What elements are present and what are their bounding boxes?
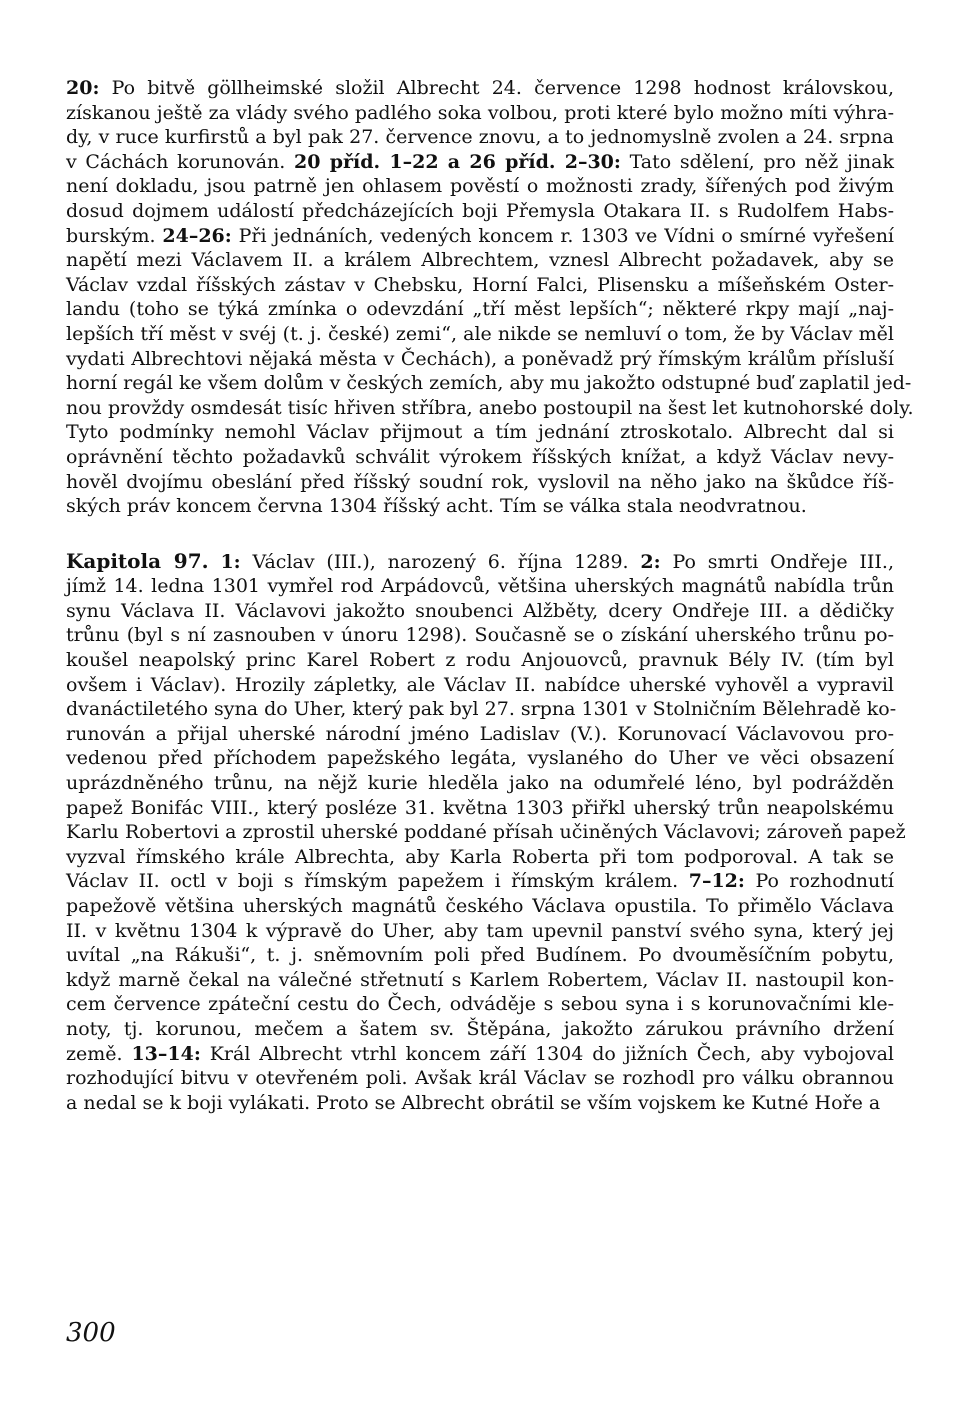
book-page (66, 76, 914, 1115)
text-line: a nedal se k boji vylákati. Proto se Albrecht obrátil se vším vojskem ke Kutné Hoře a (66, 1091, 881, 1114)
text-line: uvítal „na Rákuši“, t. j. sněmovním poli před Budínem. Po dvouměsíčním pobytu, (66, 944, 894, 967)
text-line: vydati Albrechtovi nějaká města v Čechách), a poněvadž prý římským králům přísluší (66, 347, 894, 370)
text-line: dvanáctiletého syna do Uher, který pak byl 27. srpna 1301 v Stolničním Bělehradě ko- (66, 698, 897, 721)
text-line: dosud dojmem událostí předcházejících boji Přemysla Otakara II. s Rudolfem Habs- (66, 199, 894, 222)
text-line: nou provždy osmdesát tisíc hřiven stříbra, anebo postoupil na šest let kutnohorské doly. (66, 396, 914, 419)
text-line: Václav II. octl v boji s římským papežem i římským králem. 7–12: Po rozhodnutí (66, 870, 894, 893)
text-line: synu Václava II. Václavovi jakožto snoubenci Alžběty, dcery Ondřeje III. a dědičky (66, 599, 894, 622)
text-line: II. v květnu 1304 k výpravě do Uher, aby tam upevnil panství svého syna, který jej (66, 919, 894, 942)
commentary-paragraph-1 (66, 76, 914, 519)
text-line: země. 13–14: Král Albrecht vtrhl koncem září 1304 do jižních Čech, aby vybojoval (66, 1042, 894, 1065)
text-line: horní regál ke všem dolům v českých zemích, aby mu jakožto odstupné buď zaplatil jed- (66, 372, 912, 395)
text-line: cem července zpáteční cestu do Čech, odváděje s sebou syna i s korunovačními kle- (66, 993, 894, 1016)
commentary-paragraph-2 (66, 548, 906, 1116)
text-line: ovšem i Václav). Hrozily zápletky, ale Václav II. nabídce uherské vyhověl a vypravil (66, 673, 894, 696)
text-line: burským. 24–26: Při jednáních, vedených koncem r. 1303 ve Vídni o smírné vyřešení (66, 224, 895, 247)
text-line: uprázdněného trůnu, na nějž kurie hleděla jako na odumřelé léno, byl podrážděn (66, 772, 894, 795)
text-line: oprávnění těchto požadavků schválit výrokem říšských knížat, a když Václav nevy- (66, 445, 894, 468)
text-line: vedenou před příchodem papežského legáta, vyslaného do Uher ve věci obsazení (66, 747, 894, 770)
text-line: hověl dvojímu obeslání před říšský soudní rok, vyslovil na něho jako na škůdce říš- (66, 470, 894, 493)
text-line: koušel neapolský princ Karel Robert z rodu Anjouovců, pravnuk Bély IV. (tím byl (66, 649, 894, 672)
text-line: získanou ještě za vlády svého padlého soka volbou, proti které bylo možno míti výhra- (66, 101, 894, 124)
text-line: noty, tj. korunou, mečem a šatem sv. Štěpána, jakožto zárukou právního držení (66, 1017, 894, 1040)
text-line: ských práv koncem června 1304 říšský acht. Tím se válka stala neodvratnou. (66, 495, 807, 518)
text-line: jímž 14. ledna 1301 vymřel rod Arpádovců, většina uherských magnátů nabídla trůn (66, 575, 894, 598)
text-line: Kapitola 97. 1: Václav (III.), narozený 6. října 1289. 2: Po smrti Ondřeje III., (66, 548, 894, 573)
text-line: runován a přijal uherské národní jméno Ladislav (V.). Korunovací Václavovou pro- (66, 722, 894, 745)
text-line: v Cáchách korunován. 20 příd. 1–22 a 26 příd. 2–30: Tato sdělení, pro něž jinak (66, 150, 894, 173)
page-number: 300 (66, 1318, 116, 1348)
text-line: lepších tří měst v svéj (t. j. české) zemi“, ale nikde se nemluví o tom, že by Václav měl (66, 322, 894, 345)
text-line: trůnu (byl s ní zasnouben v únoru 1298). Současně se o získání uherského trůnu po- (66, 624, 894, 647)
text-line: dy, v ruce kurfirstů a byl pak 27. července znovu, a to jednomyslně zvolen a 24. srpna (66, 126, 894, 149)
text-line: rozhodující bitvu v otevřeném poli. Avšak král Václav se rozhodl pro válku obrannou (66, 1067, 894, 1090)
text-line: napětí mezi Václavem II. a králem Albrechtem, vznesl Albrecht požadavek, aby se (66, 249, 894, 272)
text-line: když marně čekal na válečné střetnutí s Karlem Robertem, Václav II. nastoupil kon- (66, 968, 894, 991)
text-line: papežově většina uherských magnátů českého Václava opustila. To přimělo Václava (66, 895, 894, 917)
text-line: Václav vzdal říšských zástav v Chebsku, Horní Falci, Plisensku a míšeňském Oster- (66, 273, 894, 296)
text-line: není dokladu, jsou patrně jen ohlasem pověstí o možnosti zrady, šířených pod živým (66, 175, 894, 198)
text-line: Karlu Robertovi a zprostil uherské poddané přísah učiněných Václavovi; zároveň papež (66, 821, 906, 844)
text-line: landu (toho se týká zmínka o odevzdání „tří měst lepších“; některé rkpy mají „naj- (66, 298, 894, 321)
text-line: vyzval římského krále Albrechta, aby Karla Roberta při tom podporoval. A tak se (66, 845, 894, 868)
text-line: papež Bonifác VIII., který posléze 31. května 1303 přiřkl uherský trůn neapolskému (66, 796, 894, 819)
text-line: Tyto podmínky nemohl Václav přijmout a tím jednání ztroskotalo. Albrecht dal si (66, 421, 894, 444)
text-line: 20: Po bitvě göllheimské složil Albrecht 24. července 1298 hodnost královskou, (66, 77, 894, 99)
